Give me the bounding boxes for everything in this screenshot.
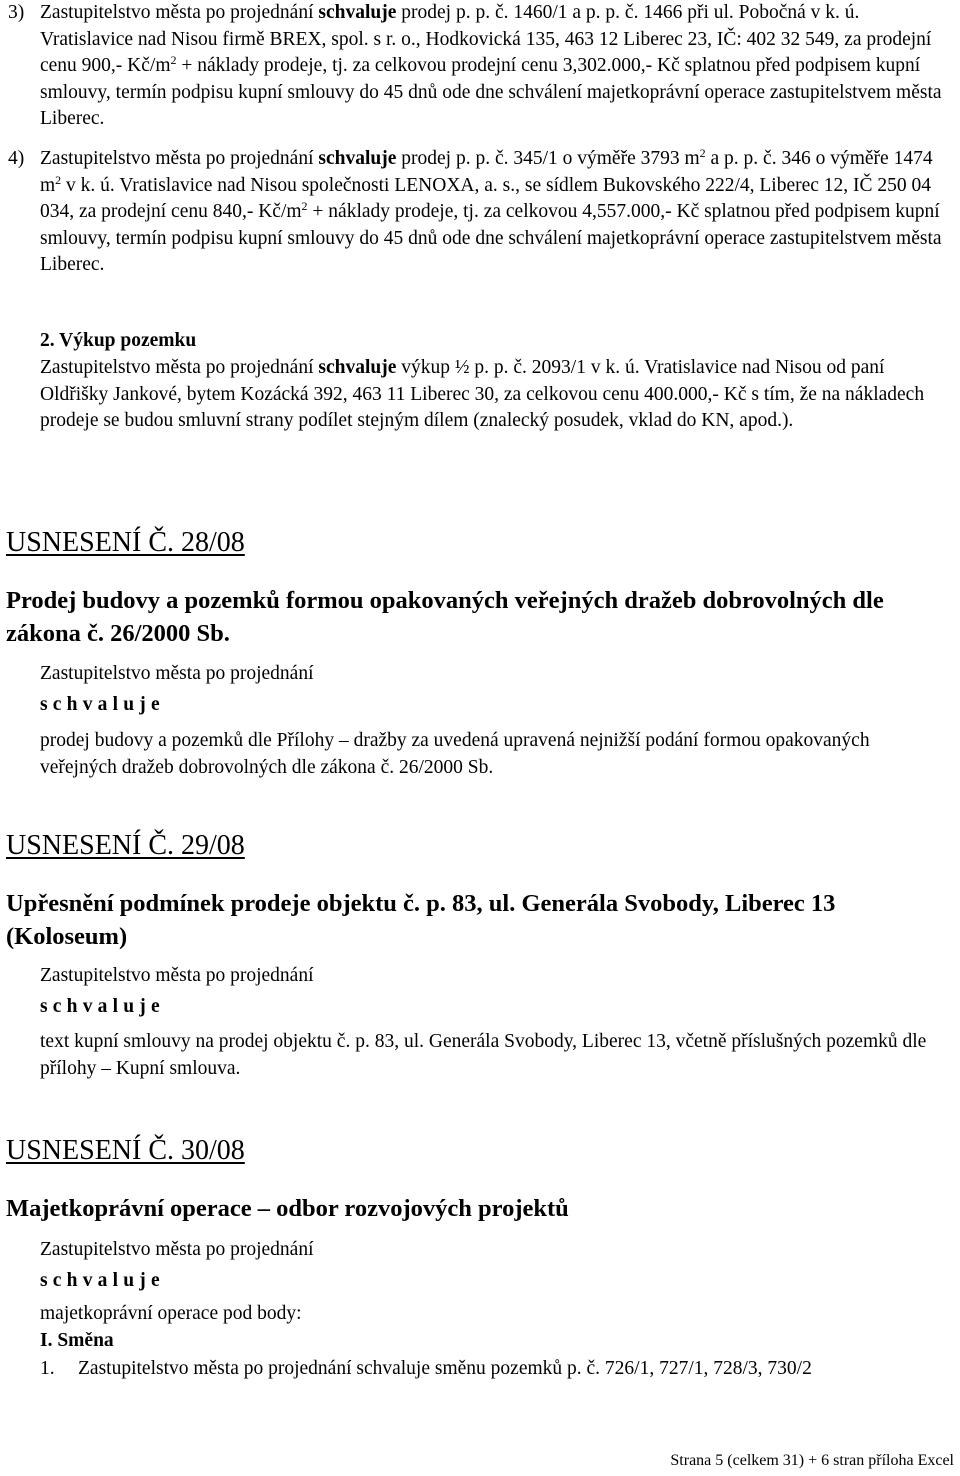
resolution-30-title: Majetkoprávní operace – odbor rozvojových projektů	[6, 1195, 569, 1222]
vykup-paragraph: Zastupitelstvo města po projednání schvaluje výkup ½ p. p. č. 2093/1 v k. ú. Vratislavice nad Nisou od paní Oldřišky Jankové, bytem Kozácká 392, 463 11 Liberec 30, za celkovou cenu 400.000,- Kč s tím, že na nákladech prodeje se budou smluvní strany podílet stejným dílem (znalecký posudek, vklad do KN, apod.).	[40, 357, 925, 431]
item-4-number: 4)	[8, 148, 25, 169]
resolution-28-intro: Zastupitelstvo města po projednání	[40, 663, 314, 684]
resolution-30-intro: Zastupitelstvo města po projednání	[40, 1239, 314, 1260]
resolution-29-intro: Zastupitelstvo města po projednání	[40, 965, 314, 986]
resolution-28-heading: USNESENÍ Č. 28/08	[6, 527, 245, 558]
page-footer: Strana 5 (celkem 31) + 6 stran příloha Excel	[670, 1452, 954, 1469]
resolution-29-heading: USNESENÍ Č. 29/08	[6, 830, 245, 861]
resolution-30-subheading: I. Směna	[40, 1330, 114, 1351]
schvaluje-bold: schvaluje	[318, 357, 397, 378]
resolution-28-title: Prodej budovy a pozemků formou opakovaných veřejných dražeb dobrovolných dle zákona č. 26/2000 Sb.	[6, 587, 884, 647]
schvaluje-bold: schvaluje	[318, 2, 397, 23]
resolution-28-text: prodej budovy a pozemků dle Přílohy – dražby za uvedená upravená nejnižší podání formou opakovaných veřejných dražeb dobrovolných dle zákona č. 26/2000 Sb.	[40, 730, 870, 778]
resolution-29-verb: schvaluje	[40, 996, 165, 1017]
resolution-29-title: Upřesnění podmínek prodeje objektu č. p. 83, ul. Generála Svobody, Liberec 13 (Koloseum)	[6, 890, 836, 950]
resolution-30-text: majetkoprávní operace pod body:	[40, 1303, 302, 1324]
resolution-30-heading: USNESENÍ Č. 30/08	[6, 1135, 245, 1166]
item-4-paragraph: Zastupitelstvo města po projednání schvaluje prodej p. p. č. 345/1 o výměře 3793 $m^2$ a p. p. č. 346 o výměře 1474 $m^2$ v k. ú. Vratislavice nad Nisou společnosti LENOXA, a. s., se sídlem Bukovského 222/4, Liberec 12, IČ 250 04 034, za prodejní cenu 840,- $Kč/m^2$ + náklady prodeje, tj. za celkovou 4,557.000,- Kč splatnou před podpisem kupní smlouvy, termín podpisu kupní smlouvy do 45 dnů ode dne schválení majetkoprávní operace zastupitelstvem města Liberec.	[40, 146, 942, 275]
resolution-29-text: text kupní smlouvy na prodej objektu č. p. 83, ul. Generála Svobody, Liberec 13, včetně příslušných pozemků dle přílohy – Kupní smlouva.	[40, 1031, 927, 1079]
resolution-30-verb: schvaluje	[40, 1270, 165, 1291]
resolution-30-item-1-number: 1.	[40, 1358, 55, 1379]
resolution-30-item-1-text: Zastupitelstvo města po projednání schvaluje směnu pozemků p. č. 726/1, 727/1, 728/3, 730/2	[78, 1358, 812, 1379]
item-3-paragraph: Zastupitelstvo města po projednání schvaluje prodej p. p. č. 1460/1 a p. p. č. 1466 při ul. Pobočná v k. ú. Vratislavice nad Nisou firmě BREX, spol. s r. o., Hodkovická 135, 463 12 Liberec 23, IČ: 402 32 549, za prodejní cenu 900,- $Kč/m^2$ + náklady prodeje, tj. za celkovou prodejní cenu 3,302.000,- Kč splatnou před podpisem kupní smlouvy, termín podpisu kupní smlouvy do 45 dnů ode dne schválení majetkoprávní operace zastupitelstvem města Liberec.	[40, 2, 942, 129]
item-3-number: 3)	[8, 2, 25, 23]
resolution-28-verb: schvaluje	[40, 694, 165, 715]
schvaluje-bold: schvaluje	[318, 148, 397, 169]
vykup-heading: 2. Výkup pozemku	[40, 330, 197, 351]
